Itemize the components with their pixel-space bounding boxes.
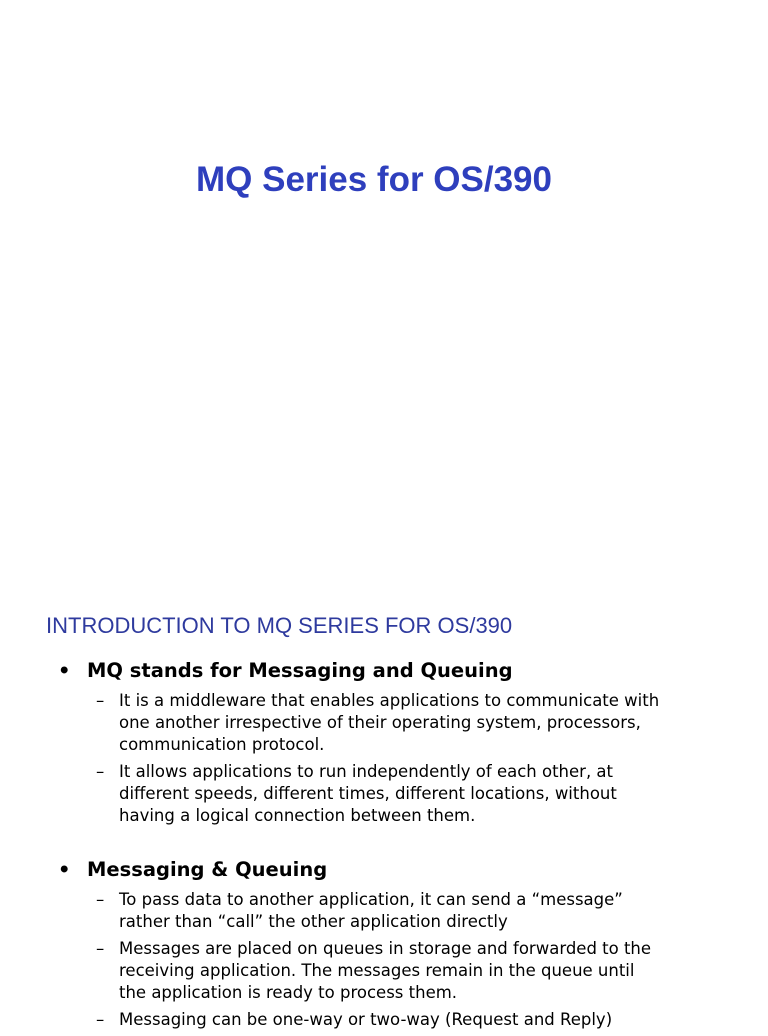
sub-item-line: rather than “call” the other application directly bbox=[119, 912, 508, 931]
sub-item-line: communication protocol. bbox=[119, 735, 325, 754]
sub-item-line: Messages are placed on queues in storage and forwarded to the bbox=[119, 939, 652, 958]
sub-item-line: To pass data to another application, it can send a “message” bbox=[119, 890, 623, 909]
bullet-messaging-queuing bbox=[58, 857, 748, 1036]
sub-item bbox=[58, 889, 748, 933]
dash-icon: – bbox=[96, 1010, 105, 1029]
dash-icon: – bbox=[96, 939, 105, 958]
sub-item-line: Messaging can be one-way or two-way (Request and Reply) bbox=[119, 1010, 613, 1029]
sub-list bbox=[58, 889, 748, 1031]
sub-list bbox=[58, 690, 748, 827]
bullet-dot-icon: • bbox=[58, 858, 71, 881]
sub-item bbox=[58, 1009, 748, 1031]
bullet-heading bbox=[58, 658, 748, 684]
sub-item-line: different speeds, different times, different locations, without bbox=[119, 784, 617, 803]
section-heading: INTRODUCTION TO MQ SERIES FOR OS/390 bbox=[46, 613, 513, 638]
sub-item-line: It allows applications to run independently of each other, at bbox=[119, 762, 614, 781]
sub-item-line: receiving application. The messages remain in the queue until bbox=[119, 961, 635, 980]
dash-icon: – bbox=[96, 890, 105, 909]
slide-title: MQ Series for OS/390 bbox=[196, 160, 552, 199]
sub-item-line: one another irrespective of their operating system, processors, bbox=[119, 713, 641, 732]
bullet-heading bbox=[58, 857, 748, 883]
sub-item-line: the application is ready to process them. bbox=[119, 983, 458, 1002]
bullet-dot-icon: • bbox=[58, 659, 71, 682]
dash-icon: – bbox=[96, 762, 105, 781]
sub-item bbox=[58, 690, 748, 756]
bullet-heading-text: Messaging & Queuing bbox=[87, 858, 328, 881]
sub-item-line: having a logical connection between them. bbox=[119, 806, 476, 825]
bullet-heading-text: MQ stands for Messaging and Queuing bbox=[87, 659, 513, 682]
sub-item bbox=[58, 761, 748, 827]
sub-item bbox=[58, 938, 748, 1004]
dash-icon: – bbox=[96, 691, 105, 710]
sub-item-line: It is a middleware that enables applications to communicate with bbox=[119, 691, 660, 710]
bullet-mq-definition bbox=[58, 658, 748, 832]
